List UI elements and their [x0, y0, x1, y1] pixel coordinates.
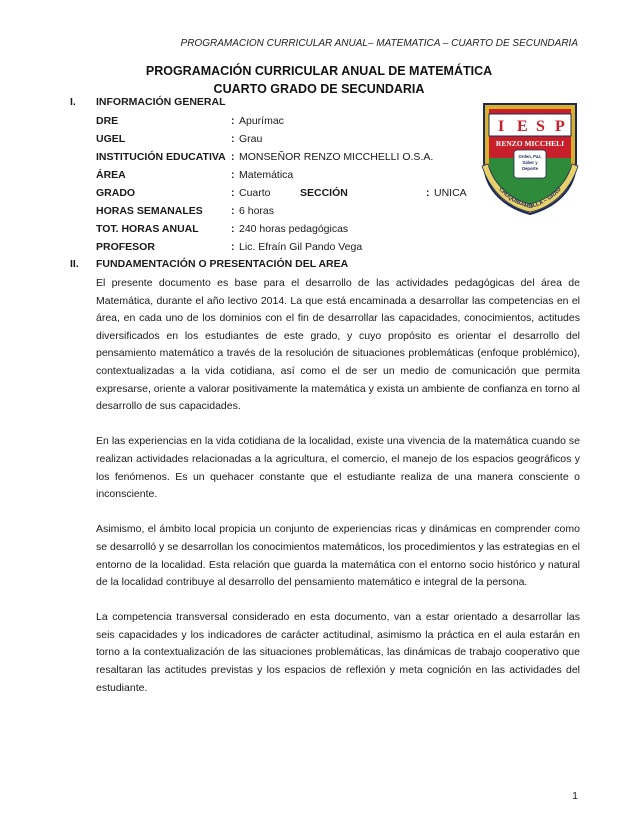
info-colon: :	[231, 151, 235, 163]
info-value: Matemática	[239, 169, 294, 181]
info-colon: :	[231, 115, 235, 127]
info-value: Lic. Efraín Gil Pando Vega	[239, 241, 363, 253]
logo-motto-line3: Deporte	[522, 166, 538, 171]
seccion-value: UNICA	[434, 187, 467, 199]
logo-letter-i: I	[498, 118, 505, 135]
info-row-ugel	[96, 133, 516, 151]
page-number: 1	[572, 790, 578, 802]
info-label: TOT. HORAS ANUAL	[96, 223, 199, 235]
info-colon: :	[231, 205, 235, 217]
info-row-horas-anual	[96, 223, 516, 241]
logo-letter-p: P	[555, 118, 565, 135]
info-label: GRADO	[96, 187, 136, 199]
info-value: MONSEÑOR RENZO MICCHELLI O.S.A.	[239, 151, 434, 163]
logo-ribbon-text: CHUQUIBAMBILLA – GRAU	[497, 186, 563, 211]
section-2-number: II.	[70, 258, 79, 270]
info-row-area	[96, 169, 516, 187]
info-row-grado	[96, 187, 516, 205]
info-colon: :	[231, 187, 235, 199]
info-value: Grau	[239, 133, 263, 145]
info-colon: :	[231, 133, 235, 145]
info-row-dre	[96, 115, 516, 133]
info-value: 240 horas pedagógicas	[239, 223, 349, 235]
info-label: PROFESOR	[96, 241, 155, 253]
info-colon: :	[231, 223, 235, 235]
school-crest-logo	[480, 100, 580, 216]
paragraph: Asimismo, el ámbito local propicia un conjunto de experiencias ricas y dinámicas en comprender como se desarrolló y se desarrollan los conocimientos matemáticos, los procedimientos y las estrategias en el entorno de la localidad. Esta relación que guarda la matemática con el entorno socio histórico y natural de la localidad contribuye al desarrollo del pensamiento matemático e integral de la persona.	[96, 523, 580, 589]
paragraph: La competencia transversal considerado en esta documento, van a estar orientado a desarrollar las seis capacidades y los indicadores de carácter actitudinal, asimismo la práctica en el aula estarán en torno a la contextualización de las situaciones problemáticas, las dinámicas de trabajo cooperativo que resaltaran las actitudes previstas y los espacios de reflexión y meta cognición en las actividades del estudiante.	[96, 611, 580, 694]
logo-letter-e: E	[517, 118, 528, 135]
document-title: PROGRAMACIÓN CURRICULAR ANUAL DE MATEMÁTICA	[145, 64, 493, 78]
section-1-number: I.	[70, 96, 76, 108]
document-subtitle: CUARTO GRADO DE SECUNDARIA	[213, 82, 425, 96]
logo-motto-line2: Saber y	[522, 160, 538, 165]
info-row-profesor	[96, 241, 516, 259]
info-label: UGEL	[96, 133, 126, 145]
info-row-horas-semanales	[96, 205, 516, 223]
info-label: INSTITUCIÓN EDUCATIVA	[96, 151, 226, 163]
info-value: Apurímac	[239, 115, 284, 127]
section-2-body	[96, 275, 580, 715]
info-label: DRE	[96, 115, 119, 127]
seccion-label: SECCIÓN	[300, 187, 348, 199]
info-value: 6 horas	[239, 205, 275, 217]
info-colon: :	[231, 241, 235, 253]
info-label: HORAS SEMANALES	[96, 205, 203, 217]
info-row-institucion	[96, 151, 516, 169]
info-label: ÁREA	[96, 169, 126, 181]
logo-letter-s: S	[536, 118, 545, 135]
section-2-title: FUNDAMENTACIÓN O PRESENTACIÓN DEL AREA	[96, 258, 349, 270]
logo-motto-line1: Orden, Paz,	[518, 154, 542, 159]
running-header: PROGRAMACION CURRICULAR ANUAL– MATEMATICA – CUARTO DE SECUNDARIA	[180, 38, 578, 49]
section-1-title: INFORMACIÓN GENERAL	[96, 96, 226, 108]
info-value: Cuarto	[239, 187, 271, 199]
info-colon: :	[426, 187, 430, 199]
paragraph: El presente documento es base para el desarrollo de las actividades pedagógicas del área de Matemática, durante el año lectivo 2014. La que está encaminada a desarrollar las competencias en el área, en cada uno de los dominios con el fin de desarrollar las capacidades, conocimientos, actitudes diversificados en los estudiantes de este grado, y cuyo propósito es orientar el desarrollo del pensamiento matemático a través de la resolución de situaciones problemáticas (enfoque problémico), contextualizadas a la vida cotidiana, así como el de ser un medio de comunicación que permita expresarse, oriente a valorar positivamente la matemática y exista un ambiente de confianza en torno al desarrollo de sus capacidades.	[96, 277, 580, 413]
info-colon: :	[231, 169, 235, 181]
logo-school-name: RENZO MICCHELI	[495, 139, 565, 148]
paragraph: En las experiencias en la vida cotidiana de la localidad, existe una vivencia de la matemática cuando se realizan actividades relacionadas a la agricultura, el comercio, el manejo de los espacios geográficos y los fenómenos. Es un quehacer constante que el estudiante realiza de una manera consciente o inconsciente.	[96, 435, 580, 501]
